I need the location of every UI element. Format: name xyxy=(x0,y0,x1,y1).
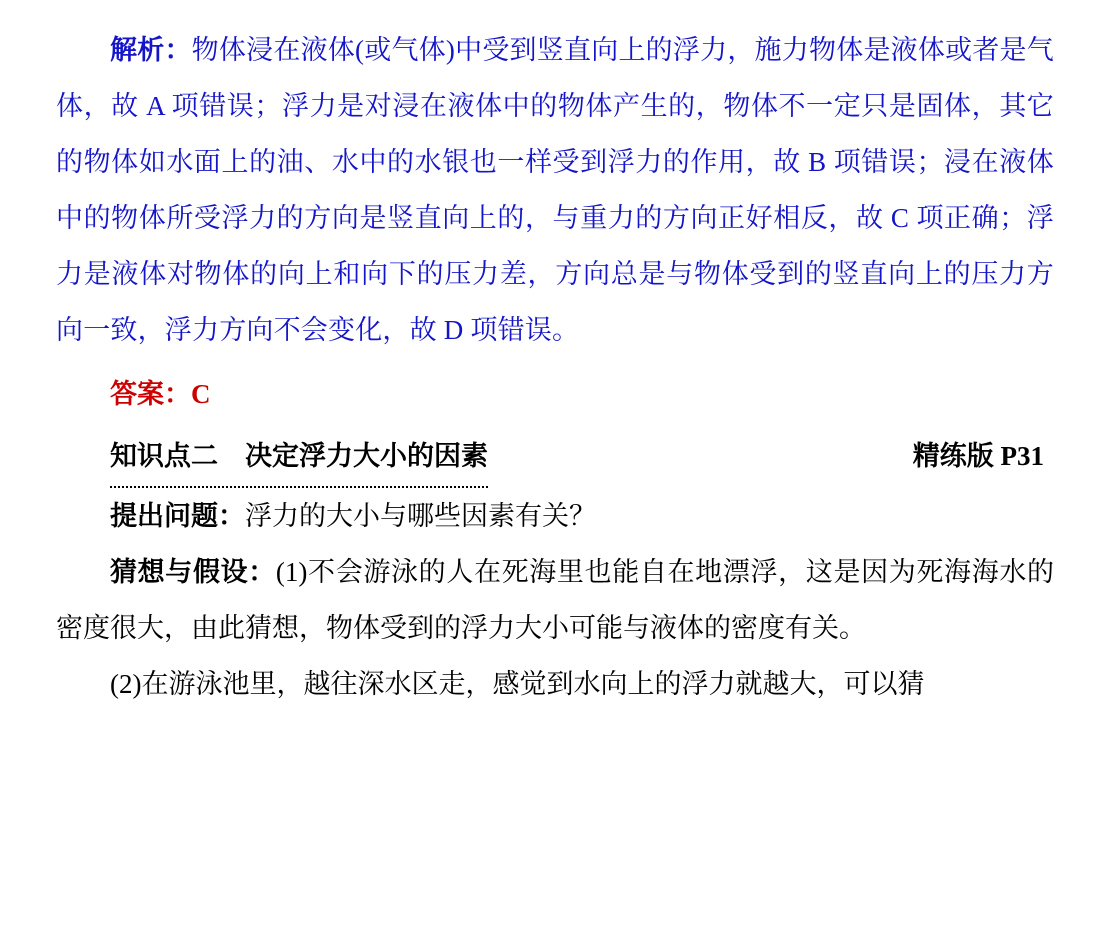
knowledge-point-header xyxy=(56,422,1054,488)
answer-line: 答案：C xyxy=(110,379,211,409)
hypothesis-item-1: (1)不会游泳的人在死海里也能自在地漂浮，这是因为死海海水的密度很大，由此猜想，物体受到的浮力大小可能与液体的密度有关。 xyxy=(56,557,1055,643)
analysis-paragraph xyxy=(56,22,1054,358)
hypothesis-label: 猜想与假设： xyxy=(110,557,276,587)
question-raise-text: 浮力的大小与哪些因素有关？ xyxy=(245,501,596,531)
knowledge-point-reference: 精练版 P31 xyxy=(912,441,1044,471)
hypothesis-paragraph-1 xyxy=(56,544,1054,656)
analysis-label: 解析： xyxy=(110,35,192,65)
question-raise-paragraph xyxy=(56,488,1054,544)
analysis-body: 物体浸在液体(或气体)中受到竖直向上的浮力，施力物体是液体或者是气体，故 A 项错误；浮力是对浸在液体中的物体产生的，物体不一定只是固体，其它的物体如水面上的油、水中的水银也一样受到浮力的作用，故 B 项错误；浸在液体中的物体所受浮力的方向是竖直向上的，与重力的方向正好相反，故 C 项正确；浮力是液体对物体的向上和向下的压力差，方向总是与物体受到的竖直向上的压力方向一致，浮力方向不会变化，故 D 项错误。 xyxy=(56,35,1054,345)
knowledge-point-title: 知识点二 决定浮力大小的因素 xyxy=(110,428,488,488)
hypothesis-paragraph-2: (2)在游泳池里，越往深水区走，感觉到水向上的浮力就越大，可以猜 xyxy=(110,669,925,699)
question-raise-label: 提出问题： xyxy=(110,501,245,531)
